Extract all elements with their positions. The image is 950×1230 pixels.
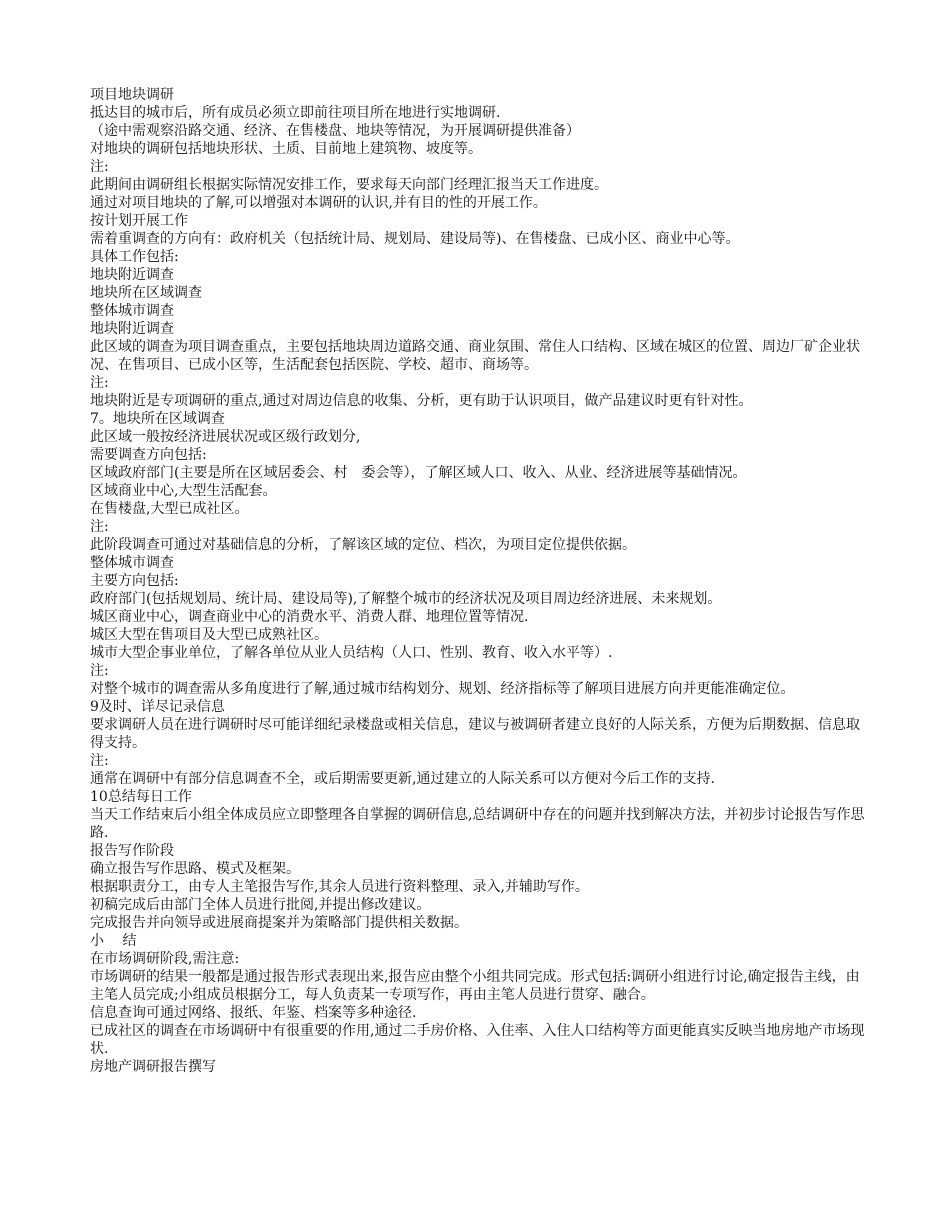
section-heading: 7。地块所在区域调查 (90, 411, 225, 427)
paragraph: 需着重调查的方向有：政府机关（包括统计局、规划局、建设局等)、在售楼盘、已成小区、商业中心等。 (90, 231, 740, 247)
paragraph: 地块附近是专项调研的重点,通过对周边信息的收集、分析，更有助于认识项目，做产品建议时更有针对性。 (90, 393, 753, 409)
list-item: 地块所在区域调查 (90, 285, 202, 301)
paragraph: 在售楼盘,大型已成社区。 (90, 501, 249, 517)
note-label: 注: (90, 159, 109, 175)
list-item: 整体城市调查 (90, 303, 174, 319)
paragraph: 具体工作包括: (90, 249, 179, 265)
paragraph: 需要调查方向包括: (90, 447, 207, 463)
section-heading: 10总结每日工作 (90, 789, 192, 805)
list-item: 地块附近调查 (90, 267, 174, 283)
section-heading: 报告写作阶段 (90, 843, 174, 859)
paragraph: 城区商业中心，调查商业中心的消费水平、消费人群、地理位置等情况. (90, 609, 529, 625)
note-label: 注: (90, 519, 109, 535)
paragraph: 区域商业中心,大型生活配套。 (90, 483, 277, 499)
paragraph: 城区大型在售项目及大型已成熟社区。 (90, 627, 328, 643)
paragraph: 信息查询可通过网络、报纸、年鉴、档案等多种途径. (90, 1005, 417, 1021)
paragraph: 此区域的调查为项目调查重点，主要包括地块周边道路交通、商业氛围、常住人口结构、区域在城区的位置、周边厂矿企业状况、在售项目、已成小区等，生活配套包括医院、学校、超市、商场等。 (90, 339, 860, 373)
paragraph: 市场调研的结果一般都是通过报告形式表现出来,报告应由整个小组共同完成。形式包括:调研小组进行讨论,确定报告主线，由主笔人员完成;小组成员根据分工，每人负责某一专项写作，再由主笔人员进行贯穿、融合。 (90, 969, 860, 1003)
section-heading: 小 结 (90, 933, 137, 949)
paragraph: 此阶段调查可通过对基础信息的分析，了解该区域的定位、档次，为项目定位提供依据。 (90, 537, 636, 553)
paragraph: 要求调研人员在进行调研时尽可能详细纪录楼盘或相关信息，建议与被调研者建立良好的人际关系，方便为后期数据、信息取得支持。 (90, 717, 860, 751)
paragraph: 区域政府部门(主要是所在区域居委会、村 委会等），了解区域人口、收入、从业、经济进展等基础情况。 (90, 465, 747, 481)
section-heading: 按计划开展工作 (90, 213, 188, 229)
paragraph: 完成报告并向领导或进展商提案并为策略部门提供相关数据。 (90, 915, 468, 931)
paragraph: 当天工作结束后小组全体成员应立即整理各自掌握的调研信息,总结调研中存在的问题并找到解决方法，并初步讨论报告写作思路. (90, 807, 865, 841)
paragraph: 通常在调研中有部分信息调查不全，或后期需要更新,通过建立的人际关系可以方便对今后工作的支持. (90, 771, 715, 787)
paragraph: 通过对项目地块的了解,可以增强对本调研的认识,并有目的性的开展工作。 (90, 195, 547, 211)
paragraph: 此期间由调研组长根据实际情况安排工作，要求每天向部门经理汇报当天工作进度。 (90, 177, 608, 193)
paragraph: 对整个城市的调查需从多角度进行了解,通过城市结构划分、规划、经济指标等了解项目进展方向并更能准确定位。 (90, 681, 795, 697)
paragraph: 政府部门(包括规划局、统计局、建设局等),了解整个城市的经济状况及项目周边经济进展、未来规划。 (90, 591, 722, 607)
note-label: 注: (90, 753, 109, 769)
paragraph: 主要方向包括: (90, 573, 179, 589)
paragraph: 此区域一般按经济进展状况或区级行政划分, (90, 429, 361, 445)
section-heading: 地块附近调查 (90, 321, 174, 337)
section-heading: 项目地块调研 (90, 87, 174, 103)
note-label: 注: (90, 375, 109, 391)
paragraph: 城市大型企事业单位，了解各单位从业人员结构（人口、性别、教育、收入水平等）. (90, 645, 613, 661)
paragraph: 根据职责分工，由专人主笔报告写作,其余人员进行资料整理、录入,并辅助写作。 (90, 879, 589, 895)
section-heading: 房地产调研报告撰写 (90, 1059, 216, 1075)
paragraph: 已成社区的调查在市场调研中有很重要的作用,通过二手房价格、入住率、入住人口结构等方面更能真实反映当地房地产市场现状. (90, 1023, 865, 1057)
document-body (90, 86, 870, 1076)
paragraph: （途中需观察沿路交通、经济、在售楼盘、地块等情况，为开展调研提供准备） (90, 123, 580, 139)
paragraph: 初稿完成后由部门全体人员进行批阅,并提出修改建议。 (90, 897, 431, 913)
section-heading: 9及时、详尽记录信息 (90, 699, 225, 715)
paragraph: 在市场调研阶段,需注意: (90, 951, 240, 967)
paragraph: 抵达目的城市后，所有成员必须立即前往项目所在地进行实地调研. (90, 105, 501, 121)
note-label: 注: (90, 663, 109, 679)
paragraph: 确立报告写作思路、模式及框架。 (90, 861, 300, 877)
section-heading: 整体城市调查 (90, 555, 174, 571)
paragraph: 对地块的调研包括地块形状、土质、目前地上建筑物、坡度等。 (90, 141, 482, 157)
